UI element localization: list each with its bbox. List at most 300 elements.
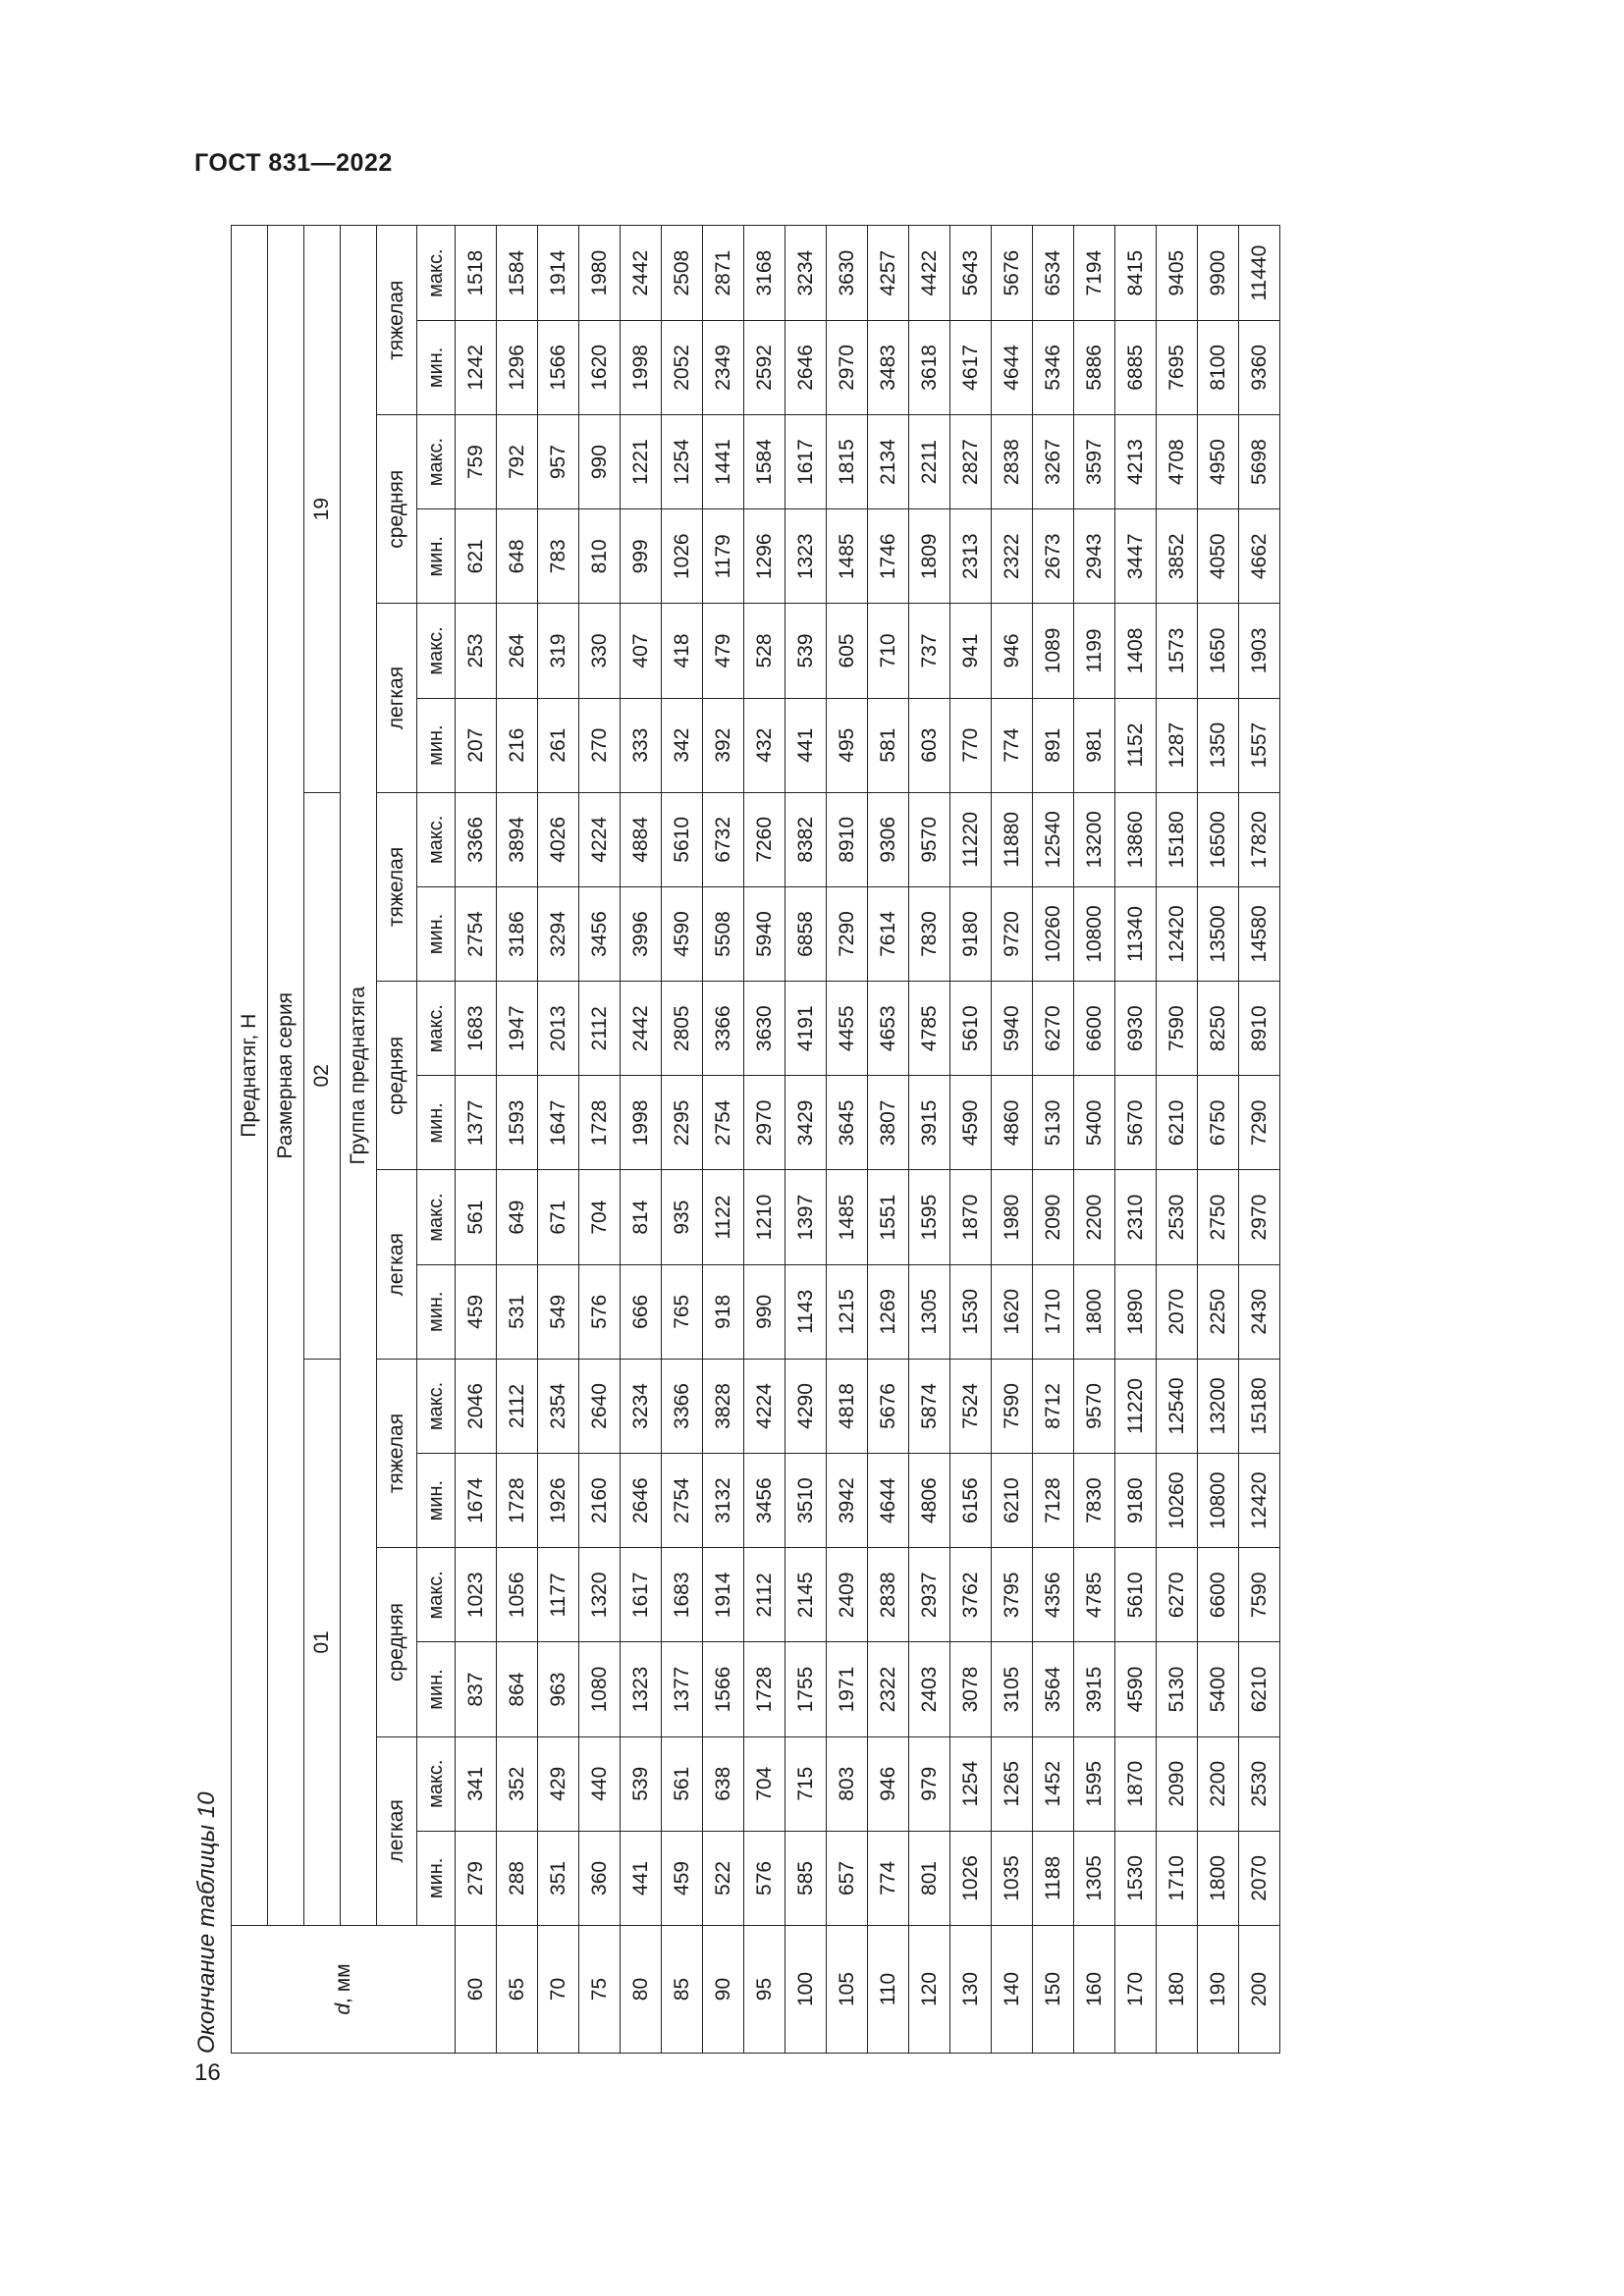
value-cell: 6156 — [950, 1454, 992, 1548]
min-header: мин. — [417, 1454, 456, 1548]
value-cell: 1485 — [827, 1170, 868, 1264]
value-cell: 5940 — [744, 886, 785, 981]
rotated-table-block — [189, 226, 1271, 2054]
value-cell: 638 — [703, 1736, 744, 1831]
value-cell: 459 — [456, 1264, 497, 1359]
value-cell: 1620 — [992, 1264, 1033, 1359]
diameter-cell: 70 — [538, 1926, 579, 2054]
value-cell: 7830 — [909, 886, 950, 981]
value-cell: 1755 — [785, 1642, 827, 1736]
value-cell: 2754 — [662, 1454, 703, 1548]
value-cell: 459 — [662, 1831, 703, 1925]
value-cell: 2052 — [662, 320, 703, 414]
value-cell: 801 — [909, 1831, 950, 1925]
value-cell: 2313 — [950, 509, 992, 604]
value-cell: 1998 — [621, 320, 662, 414]
value-cell: 12420 — [1239, 1454, 1280, 1548]
value-cell: 576 — [744, 1831, 785, 1925]
group-header-19-2: тяжелая — [377, 226, 417, 415]
value-cell: 342 — [662, 698, 703, 792]
value-cell: 8250 — [1198, 982, 1239, 1076]
value-cell: 4257 — [868, 226, 909, 320]
value-cell: 1593 — [497, 1076, 538, 1170]
value-cell: 1296 — [744, 509, 785, 604]
value-cell: 352 — [497, 1736, 538, 1831]
value-cell: 3996 — [621, 886, 662, 981]
table-row — [703, 226, 744, 2054]
table-row — [538, 226, 579, 2054]
value-cell: 1980 — [992, 1170, 1033, 1264]
value-cell: 5676 — [992, 226, 1033, 320]
value-cell: 946 — [868, 1736, 909, 1831]
d-unit: , мм — [331, 1963, 354, 2003]
value-cell: 704 — [744, 1736, 785, 1831]
value-cell: 8382 — [785, 792, 827, 886]
value-cell: 13200 — [1198, 1359, 1239, 1453]
diameter-cell: 160 — [1074, 1926, 1115, 2054]
value-cell: 2145 — [785, 1548, 827, 1642]
value-cell: 2838 — [992, 415, 1033, 509]
value-cell: 2310 — [1115, 1170, 1157, 1264]
value-cell: 2090 — [1157, 1736, 1198, 1831]
page-number: 16 — [194, 2059, 221, 2086]
value-cell: 5886 — [1074, 320, 1115, 414]
value-cell: 2827 — [950, 415, 992, 509]
value-cell: 2070 — [1157, 1264, 1198, 1359]
value-cell: 1998 — [621, 1076, 662, 1170]
value-cell: 2530 — [1239, 1736, 1280, 1831]
group-header-01-0: легкая — [377, 1736, 417, 1925]
group-label: Группа преднатяга — [341, 226, 377, 1926]
value-cell: 2508 — [662, 226, 703, 320]
value-cell: 4224 — [579, 792, 621, 886]
max-header: макс. — [417, 1170, 456, 1264]
table-row — [785, 226, 827, 2054]
value-cell: 1551 — [868, 1170, 909, 1264]
value-cell: 1485 — [827, 509, 868, 604]
value-cell: 935 — [662, 1170, 703, 1264]
value-cell: 6600 — [1074, 982, 1115, 1076]
value-cell: 2442 — [621, 226, 662, 320]
value-cell: 561 — [456, 1170, 497, 1264]
value-cell: 1026 — [662, 509, 703, 604]
value-cell: 2250 — [1198, 1264, 1239, 1359]
value-cell: 2970 — [1239, 1170, 1280, 1264]
value-cell: 407 — [621, 604, 662, 698]
value-cell: 3234 — [785, 226, 827, 320]
value-cell: 2322 — [868, 1642, 909, 1736]
value-cell: 1296 — [497, 320, 538, 414]
value-cell: 418 — [662, 604, 703, 698]
value-cell: 2349 — [703, 320, 744, 414]
value-cell: 6534 — [1033, 226, 1074, 320]
value-cell: 1595 — [1074, 1736, 1115, 1831]
value-cell: 999 — [621, 509, 662, 604]
value-cell: 3795 — [992, 1548, 1033, 1642]
value-cell: 2592 — [744, 320, 785, 414]
series-19-label: 19 — [304, 226, 341, 792]
value-cell: 2646 — [785, 320, 827, 414]
value-cell: 4026 — [538, 792, 579, 886]
value-cell: 1023 — [456, 1548, 497, 1642]
value-cell: 15180 — [1157, 792, 1198, 886]
document-header: ГОСТ 831—2022 — [194, 149, 393, 177]
value-cell: 1870 — [950, 1170, 992, 1264]
value-cell: 6270 — [1157, 1548, 1198, 1642]
value-cell: 2754 — [456, 886, 497, 981]
value-cell: 4662 — [1239, 509, 1280, 604]
value-cell: 2046 — [456, 1359, 497, 1453]
value-cell: 4224 — [744, 1359, 785, 1453]
value-cell: 9306 — [868, 792, 909, 886]
value-cell: 4455 — [827, 982, 868, 1076]
value-cell: 1530 — [950, 1264, 992, 1359]
value-cell: 1080 — [579, 1642, 621, 1736]
value-cell: 495 — [827, 698, 868, 792]
value-cell: 671 — [538, 1170, 579, 1264]
group-header-02-0: легкая — [377, 1170, 417, 1359]
value-cell: 1980 — [579, 226, 621, 320]
value-cell: 5643 — [950, 226, 992, 320]
value-cell: 351 — [538, 1831, 579, 1925]
value-cell: 759 — [456, 415, 497, 509]
value-cell: 1269 — [868, 1264, 909, 1359]
value-cell: 3564 — [1033, 1642, 1074, 1736]
value-cell: 2805 — [662, 982, 703, 1076]
value-cell: 3366 — [456, 792, 497, 886]
table-row — [1115, 226, 1157, 2054]
value-cell: 4356 — [1033, 1548, 1074, 1642]
value-cell: 3168 — [744, 226, 785, 320]
value-cell: 9180 — [1115, 1454, 1157, 1548]
value-cell: 1323 — [785, 509, 827, 604]
value-cell: 2750 — [1198, 1170, 1239, 1264]
diameter-cell: 140 — [992, 1926, 1033, 2054]
value-cell: 4191 — [785, 982, 827, 1076]
value-cell: 1595 — [909, 1170, 950, 1264]
value-cell: 10260 — [1033, 886, 1074, 981]
value-cell: 10800 — [1198, 1454, 1239, 1548]
value-cell: 14580 — [1239, 886, 1280, 981]
value-cell: 1566 — [538, 320, 579, 414]
diameter-cell: 75 — [579, 1926, 621, 2054]
value-cell: 837 — [456, 1642, 497, 1736]
value-cell: 1323 — [621, 1642, 662, 1736]
value-cell: 3456 — [579, 886, 621, 981]
max-header: макс. — [417, 1736, 456, 1831]
value-cell: 1617 — [785, 415, 827, 509]
value-cell: 710 — [868, 604, 909, 698]
value-cell: 549 — [538, 1264, 579, 1359]
minmax-row — [417, 226, 456, 2054]
value-cell: 1254 — [662, 415, 703, 509]
value-cell: 13500 — [1198, 886, 1239, 981]
group-header-01-1: средняя — [377, 1548, 417, 1736]
value-cell: 1518 — [456, 226, 497, 320]
value-cell: 4644 — [992, 320, 1033, 414]
diameter-cell: 100 — [785, 1926, 827, 2054]
value-cell: 5670 — [1115, 1076, 1157, 1170]
value-cell: 963 — [538, 1642, 579, 1736]
value-cell: 6210 — [992, 1454, 1033, 1548]
value-cell: 11440 — [1239, 226, 1280, 320]
value-cell: 216 — [497, 698, 538, 792]
value-cell: 4050 — [1198, 509, 1239, 604]
value-cell: 1408 — [1115, 604, 1157, 698]
value-cell: 9180 — [950, 886, 992, 981]
value-cell: 3852 — [1157, 509, 1198, 604]
diameter-cell: 60 — [456, 1926, 497, 2054]
value-cell: 253 — [456, 604, 497, 698]
value-cell: 5400 — [1074, 1076, 1115, 1170]
min-header: мин. — [417, 509, 456, 604]
max-header: макс. — [417, 226, 456, 320]
value-cell: 6885 — [1115, 320, 1157, 414]
table-caption: Окончание таблицы 10 — [193, 1791, 220, 2054]
value-cell: 8910 — [1239, 982, 1280, 1076]
value-cell: 441 — [621, 1831, 662, 1925]
value-cell: 2937 — [909, 1548, 950, 1642]
value-cell: 2970 — [744, 1076, 785, 1170]
value-cell: 4785 — [909, 982, 950, 1076]
table-row — [579, 226, 621, 2054]
value-cell: 1566 — [703, 1642, 744, 1736]
diameter-cell: 190 — [1198, 1926, 1239, 2054]
value-cell: 3447 — [1115, 509, 1157, 604]
diameter-cell: 85 — [662, 1926, 703, 2054]
value-cell: 1674 — [456, 1454, 497, 1548]
value-cell: 3510 — [785, 1454, 827, 1548]
value-cell: 765 — [662, 1264, 703, 1359]
value-cell: 5130 — [1157, 1642, 1198, 1736]
value-cell: 1254 — [950, 1736, 992, 1831]
value-cell: 13860 — [1115, 792, 1157, 886]
value-cell: 1152 — [1115, 698, 1157, 792]
value-cell: 1221 — [621, 415, 662, 509]
group-header-19-0: легкая — [377, 604, 417, 792]
value-cell: 8100 — [1198, 320, 1239, 414]
value-cell: 957 — [538, 415, 579, 509]
diameter-cell: 170 — [1115, 1926, 1157, 2054]
value-cell: 737 — [909, 604, 950, 698]
value-cell: 891 — [1033, 698, 1074, 792]
value-cell: 2430 — [1239, 1264, 1280, 1359]
value-cell: 3762 — [950, 1548, 992, 1642]
group-header-01-2: тяжелая — [377, 1359, 417, 1547]
table-row — [950, 226, 992, 2054]
min-header: мин. — [417, 1264, 456, 1359]
value-cell: 770 — [950, 698, 992, 792]
value-cell: 1914 — [703, 1548, 744, 1642]
value-cell: 3132 — [703, 1454, 744, 1548]
value-cell: 12540 — [1157, 1359, 1198, 1453]
value-cell: 5610 — [950, 982, 992, 1076]
value-cell: 814 — [621, 1170, 662, 1264]
table-row — [1157, 226, 1198, 2054]
value-cell: 4653 — [868, 982, 909, 1076]
group-row — [377, 226, 417, 2054]
value-cell: 2409 — [827, 1548, 868, 1642]
value-cell: 5874 — [909, 1359, 950, 1453]
value-cell: 432 — [744, 698, 785, 792]
value-cell: 3456 — [744, 1454, 785, 1548]
value-cell: 1809 — [909, 509, 950, 604]
diameter-cell: 150 — [1033, 1926, 1074, 2054]
value-cell: 5676 — [868, 1359, 909, 1453]
value-cell: 1650 — [1198, 604, 1239, 698]
value-cell: 649 — [497, 1170, 538, 1264]
min-header: мин. — [417, 886, 456, 981]
value-cell: 528 — [744, 604, 785, 698]
value-cell: 1584 — [744, 415, 785, 509]
value-cell: 1870 — [1115, 1736, 1157, 1831]
value-cell: 270 — [579, 698, 621, 792]
value-cell: 11880 — [992, 792, 1033, 886]
group-header-02-2: тяжелая — [377, 792, 417, 981]
value-cell: 1179 — [703, 509, 744, 604]
value-cell: 2200 — [1074, 1170, 1115, 1264]
value-cell: 3366 — [662, 1359, 703, 1453]
value-cell: 621 — [456, 509, 497, 604]
value-cell: 2871 — [703, 226, 744, 320]
value-cell: 3597 — [1074, 415, 1115, 509]
value-cell: 5346 — [1033, 320, 1074, 414]
value-cell: 1265 — [992, 1736, 1033, 1831]
table-row — [992, 226, 1033, 2054]
value-cell: 774 — [868, 1831, 909, 1925]
diameter-cell: 180 — [1157, 1926, 1198, 2054]
value-cell: 15180 — [1239, 1359, 1280, 1453]
value-cell: 3078 — [950, 1642, 992, 1736]
value-cell: 5508 — [703, 886, 744, 981]
value-cell: 9360 — [1239, 320, 1280, 414]
value-cell: 2970 — [827, 320, 868, 414]
value-cell: 576 — [579, 1264, 621, 1359]
value-cell: 2754 — [703, 1076, 744, 1170]
value-cell: 1947 — [497, 982, 538, 1076]
value-cell: 2838 — [868, 1548, 909, 1642]
value-cell: 3105 — [992, 1642, 1033, 1736]
value-cell: 11340 — [1115, 886, 1157, 981]
value-cell: 2134 — [868, 415, 909, 509]
value-cell: 4617 — [950, 320, 992, 414]
value-cell: 531 — [497, 1264, 538, 1359]
value-cell: 1350 — [1198, 698, 1239, 792]
value-cell: 1056 — [497, 1548, 538, 1642]
value-cell: 429 — [538, 1736, 579, 1831]
value-cell: 2090 — [1033, 1170, 1074, 1264]
value-cell: 1584 — [497, 226, 538, 320]
value-cell: 7260 — [744, 792, 785, 886]
max-header: макс. — [417, 1359, 456, 1453]
table-row — [868, 226, 909, 2054]
value-cell: 1728 — [579, 1076, 621, 1170]
table-row — [1033, 226, 1074, 2054]
value-cell: 12420 — [1157, 886, 1198, 981]
value-cell: 2354 — [538, 1359, 579, 1453]
max-header: макс. — [417, 415, 456, 509]
value-cell: 561 — [662, 1736, 703, 1831]
value-cell: 1441 — [703, 415, 744, 509]
value-cell: 3234 — [621, 1359, 662, 1453]
value-cell: 2070 — [1239, 1831, 1280, 1925]
value-cell: 918 — [703, 1264, 744, 1359]
value-cell: 6210 — [1157, 1076, 1198, 1170]
value-cell: 1452 — [1033, 1736, 1074, 1831]
value-cell: 1320 — [579, 1548, 621, 1642]
value-cell: 279 — [456, 1831, 497, 1925]
value-cell: 3294 — [538, 886, 579, 981]
value-cell: 1815 — [827, 415, 868, 509]
value-cell: 11220 — [950, 792, 992, 886]
diameter-cell: 130 — [950, 1926, 992, 2054]
value-cell: 1397 — [785, 1170, 827, 1264]
value-cell: 1800 — [1074, 1264, 1115, 1359]
table-row — [621, 226, 662, 2054]
max-header: макс. — [417, 1548, 456, 1642]
value-cell: 330 — [579, 604, 621, 698]
value-cell: 3618 — [909, 320, 950, 414]
value-cell: 1530 — [1115, 1831, 1157, 1925]
diameter-cell: 110 — [868, 1926, 909, 2054]
value-cell: 10260 — [1157, 1454, 1198, 1548]
value-cell: 1890 — [1115, 1264, 1157, 1359]
value-cell: 1143 — [785, 1264, 827, 1359]
value-cell: 2160 — [579, 1454, 621, 1548]
value-cell: 5130 — [1033, 1076, 1074, 1170]
series-label: Размерная серия — [268, 226, 304, 1926]
value-cell: 7194 — [1074, 226, 1115, 320]
value-cell: 4818 — [827, 1359, 868, 1453]
value-cell: 5400 — [1198, 1642, 1239, 1736]
value-cell: 1926 — [538, 1454, 579, 1548]
value-cell: 1683 — [456, 982, 497, 1076]
table-body — [456, 226, 1280, 2054]
value-cell: 581 — [868, 698, 909, 792]
table-row — [456, 226, 497, 2054]
value-cell: 3429 — [785, 1076, 827, 1170]
value-cell: 657 — [827, 1831, 868, 1925]
value-cell: 8415 — [1115, 226, 1157, 320]
value-cell: 1242 — [456, 320, 497, 414]
value-cell: 1971 — [827, 1642, 868, 1736]
table-row — [1198, 226, 1239, 2054]
value-cell: 2112 — [744, 1548, 785, 1642]
value-cell: 3915 — [1074, 1642, 1115, 1736]
value-cell: 360 — [579, 1831, 621, 1925]
d-column-header — [232, 1926, 456, 2054]
series-01-label: 01 — [304, 1359, 341, 1925]
group-header-19-1: средняя — [377, 415, 417, 604]
value-cell: 2646 — [621, 1454, 662, 1548]
value-cell: 333 — [621, 698, 662, 792]
value-cell: 715 — [785, 1736, 827, 1831]
value-cell: 2112 — [497, 1359, 538, 1453]
diameter-cell: 90 — [703, 1926, 744, 2054]
value-cell: 2640 — [579, 1359, 621, 1453]
value-cell: 8712 — [1033, 1359, 1074, 1453]
value-cell: 2322 — [992, 509, 1033, 604]
value-cell: 207 — [456, 698, 497, 792]
value-cell: 539 — [785, 604, 827, 698]
value-cell: 264 — [497, 604, 538, 698]
value-cell: 5610 — [1115, 1548, 1157, 1642]
series-02-label: 02 — [304, 792, 341, 1359]
value-cell: 4860 — [992, 1076, 1033, 1170]
min-header: мин. — [417, 320, 456, 414]
value-cell: 1199 — [1074, 604, 1115, 698]
value-cell: 6858 — [785, 886, 827, 981]
